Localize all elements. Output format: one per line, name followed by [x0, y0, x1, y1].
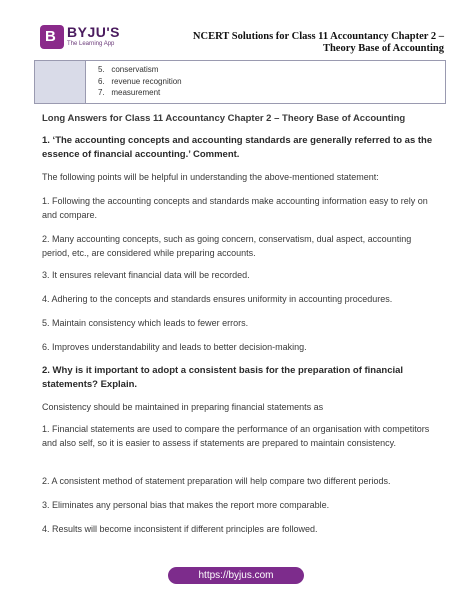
list-item-number: 5. [98, 65, 105, 74]
q1-point: 6. Improves understandability and leads to better decision-making. [42, 342, 307, 352]
list-table [34, 60, 446, 104]
list-item-number: 7. [98, 88, 105, 97]
list-item-text: revenue recognition [111, 76, 182, 86]
logo-mark-letter: B [45, 28, 56, 45]
q1-point: 4. Adhering to the concepts and standards ensures uniformity in accounting procedures. [42, 294, 393, 304]
q1-point: 5. Maintain consistency which leads to fewer errors. [42, 318, 249, 328]
byjus-logo [40, 24, 120, 50]
list-item [98, 76, 182, 88]
q1-point: 1. Following the accounting concepts and standards make accounting information easy to rely on and compare. [42, 196, 428, 220]
logo-mark-icon [40, 25, 64, 49]
document-title-line2: Theory Base of Accounting [322, 43, 444, 54]
concept-list [98, 64, 182, 99]
list-item [98, 87, 182, 99]
q2-point: 3. Eliminates any personal bias that makes the report more comparable. [42, 500, 330, 510]
list-item-number: 6. [98, 76, 105, 86]
q2-point: 1. Financial statements are used to compare the performance of an organisation with competitors and also self, so it is easier to assess if statements are prepared to maintain consistency. [42, 424, 430, 448]
q1-point: 2. Many accounting concepts, such as going concern, conservatism, dual aspect, accounting period, etc., are considered while preparing accounts. [42, 234, 412, 258]
brand-tagline: The Learning App [67, 41, 115, 47]
q2-point: 4. Results will become inconsistent if different principles are followed. [42, 524, 318, 534]
q1-intro: The following points will be helpful in understanding the above-mentioned statement: [42, 172, 379, 182]
brand-name: BYJU'S [67, 24, 121, 40]
q2-point: 2. A consistent method of statement preparation will help compare two different periods. [42, 476, 391, 486]
q1-point: 3. It ensures relevant financial data will be recorded. [42, 270, 250, 280]
list-item-text: measurement [111, 88, 161, 97]
document-title-line1: NCERT Solutions for Class 11 Accountancy Chapter 2 – [192, 31, 444, 42]
q2-intro: Consistency should be maintained in preparing financial statements as [42, 402, 324, 412]
question-1: 1. ‘The accounting concepts and accounting standards are generally referred to as the essence of financial accounting.’ Comment. [42, 135, 433, 160]
question-2: 2. Why is it important to adopt a consistent basis for the preparation of financial statements? Explain. [42, 365, 404, 390]
table-cell-empty [34, 60, 86, 104]
list-item-text: conservatism [111, 65, 159, 74]
footer-url-link[interactable]: https://byjus.com [168, 567, 304, 584]
section-heading: Long Answers for Class 11 Accountancy Chapter 2 – Theory Base of Accounting [42, 113, 406, 124]
document-title [184, 31, 444, 55]
list-item [98, 64, 182, 76]
